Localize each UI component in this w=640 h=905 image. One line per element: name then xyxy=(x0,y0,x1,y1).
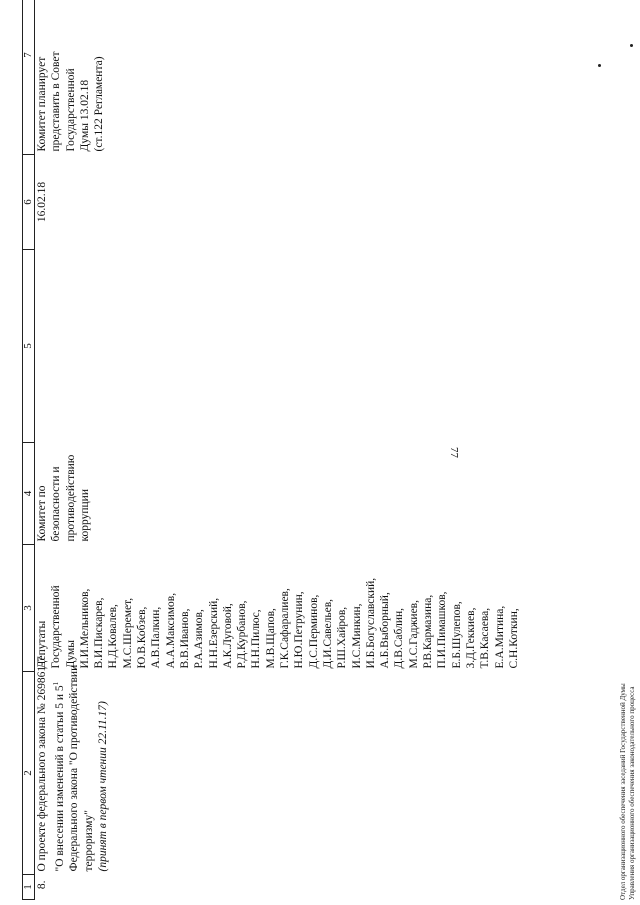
author-name: М.В.Щапов, xyxy=(264,608,277,669)
plan-line: Комитет планирует xyxy=(36,56,48,152)
footer-line: Управления организационного обеспечения законодательного процесса xyxy=(627,686,636,900)
authors-intro xyxy=(35,548,78,669)
plan-line: представить в Совет xyxy=(50,51,63,152)
author-name: Р.А.Азимов, xyxy=(193,609,206,669)
column-header: 3 xyxy=(23,545,35,672)
author-name: П.И.Пимашков, xyxy=(436,591,449,669)
committee-line: коррупции xyxy=(78,489,91,542)
date-cell: 16.02.18 xyxy=(36,181,48,223)
author-name: Д.С.Перминов, xyxy=(307,594,320,669)
scan-speck xyxy=(598,64,601,67)
column5-cell xyxy=(35,250,522,443)
author-name: Ю.В.Кобзев, xyxy=(136,606,149,669)
authors-intro-line: Государственной xyxy=(50,585,63,669)
bill-title-line: "О внесении изменений в статьи 5 и $5^1$ xyxy=(52,681,67,872)
author-name: Е.А.Митина, xyxy=(493,605,506,669)
column-header: 2 xyxy=(23,672,35,875)
author-name: Н.Д.Ковалев, xyxy=(107,604,120,669)
author-name: А.Б.Выборный, xyxy=(379,592,392,669)
author-name: А.А.Максимов, xyxy=(164,592,177,669)
author-name: Н.Н.Езерский, xyxy=(207,597,220,669)
column-header: 1 xyxy=(23,875,35,900)
bill-title-line: О проекте федерального закона № 269861-7 xyxy=(36,656,48,872)
bill-title xyxy=(35,656,522,875)
author-name: Р.Д.Курбанов, xyxy=(236,600,249,669)
author-name: Е.Б.Шулепов, xyxy=(450,601,463,669)
plan-line: Государственной xyxy=(64,68,77,152)
column-header: 5 xyxy=(23,250,35,443)
committee-line: противодействию xyxy=(64,454,77,542)
author-name: Р.В.Кармазина, xyxy=(422,594,435,669)
committee-name xyxy=(35,446,92,542)
bill-reading-note: (принят в первом чтении 22.11.17) xyxy=(97,701,110,872)
author-name: Т.В.Касаева, xyxy=(479,607,492,669)
plan-line: (ст.122 Регламента) xyxy=(93,56,106,152)
author-name: В.И.Пискарев, xyxy=(93,597,106,669)
author-name: Г.К.Сафаралиев, xyxy=(279,588,292,669)
committee-cell xyxy=(35,443,522,545)
author-name: М.С.Шеремет, xyxy=(121,597,134,669)
authors-intro-line: Депутаты xyxy=(36,620,48,669)
footer xyxy=(619,683,636,900)
author-name: А.К.Луговой, xyxy=(221,603,234,669)
scan-speck xyxy=(630,44,633,47)
author-name: Н.Ю.Петрунин, xyxy=(293,591,306,669)
plan-cell xyxy=(35,0,522,155)
column-header: 6 xyxy=(23,155,35,250)
footer-line: Отдел организационного обеспечения заседаний Государственной Думы xyxy=(619,683,627,900)
authors-list xyxy=(78,548,521,669)
author-name: М.С.Гаджиев, xyxy=(407,600,420,669)
author-name: Н.Н.Пилюс, xyxy=(250,609,263,669)
plan-text xyxy=(35,0,106,152)
column-header: 7 xyxy=(23,0,35,155)
bill-title-line: терроризму" xyxy=(82,810,95,872)
author-name: З.Д.Геккиев, xyxy=(464,607,477,669)
committee-line: Комитет по xyxy=(36,485,48,542)
page-number: 77 xyxy=(448,447,460,458)
bills-table xyxy=(22,0,521,900)
author-name: И.И.Мельников, xyxy=(78,588,91,669)
table-header-row xyxy=(23,0,35,900)
column-header: 4 xyxy=(23,443,35,545)
author-name: С.Н.Коткин, xyxy=(507,608,520,669)
author-name: В.В.Иванов, xyxy=(178,608,191,669)
authors-intro-line: Думы xyxy=(64,640,77,669)
author-name: И.Б.Богуславский, xyxy=(364,577,377,669)
author-name: Д.И.Савельев, xyxy=(321,598,334,669)
author-name: Р.Ш.Хайров, xyxy=(336,606,349,669)
bill-title-line: Федерального закона "О противодействии xyxy=(68,664,81,872)
author-name: И.С.Минкин, xyxy=(350,603,363,669)
committee-line: безопасности и xyxy=(50,466,63,542)
table-row xyxy=(35,0,522,900)
plan-line: Думы 13.02.18 xyxy=(78,79,91,152)
author-name: Д.В.Саблин, xyxy=(393,607,406,669)
superscript: 1 xyxy=(52,681,61,686)
author-name: А.В.Палкин, xyxy=(150,606,163,669)
row-number: 8. xyxy=(36,880,48,890)
authors-cell xyxy=(35,545,522,672)
